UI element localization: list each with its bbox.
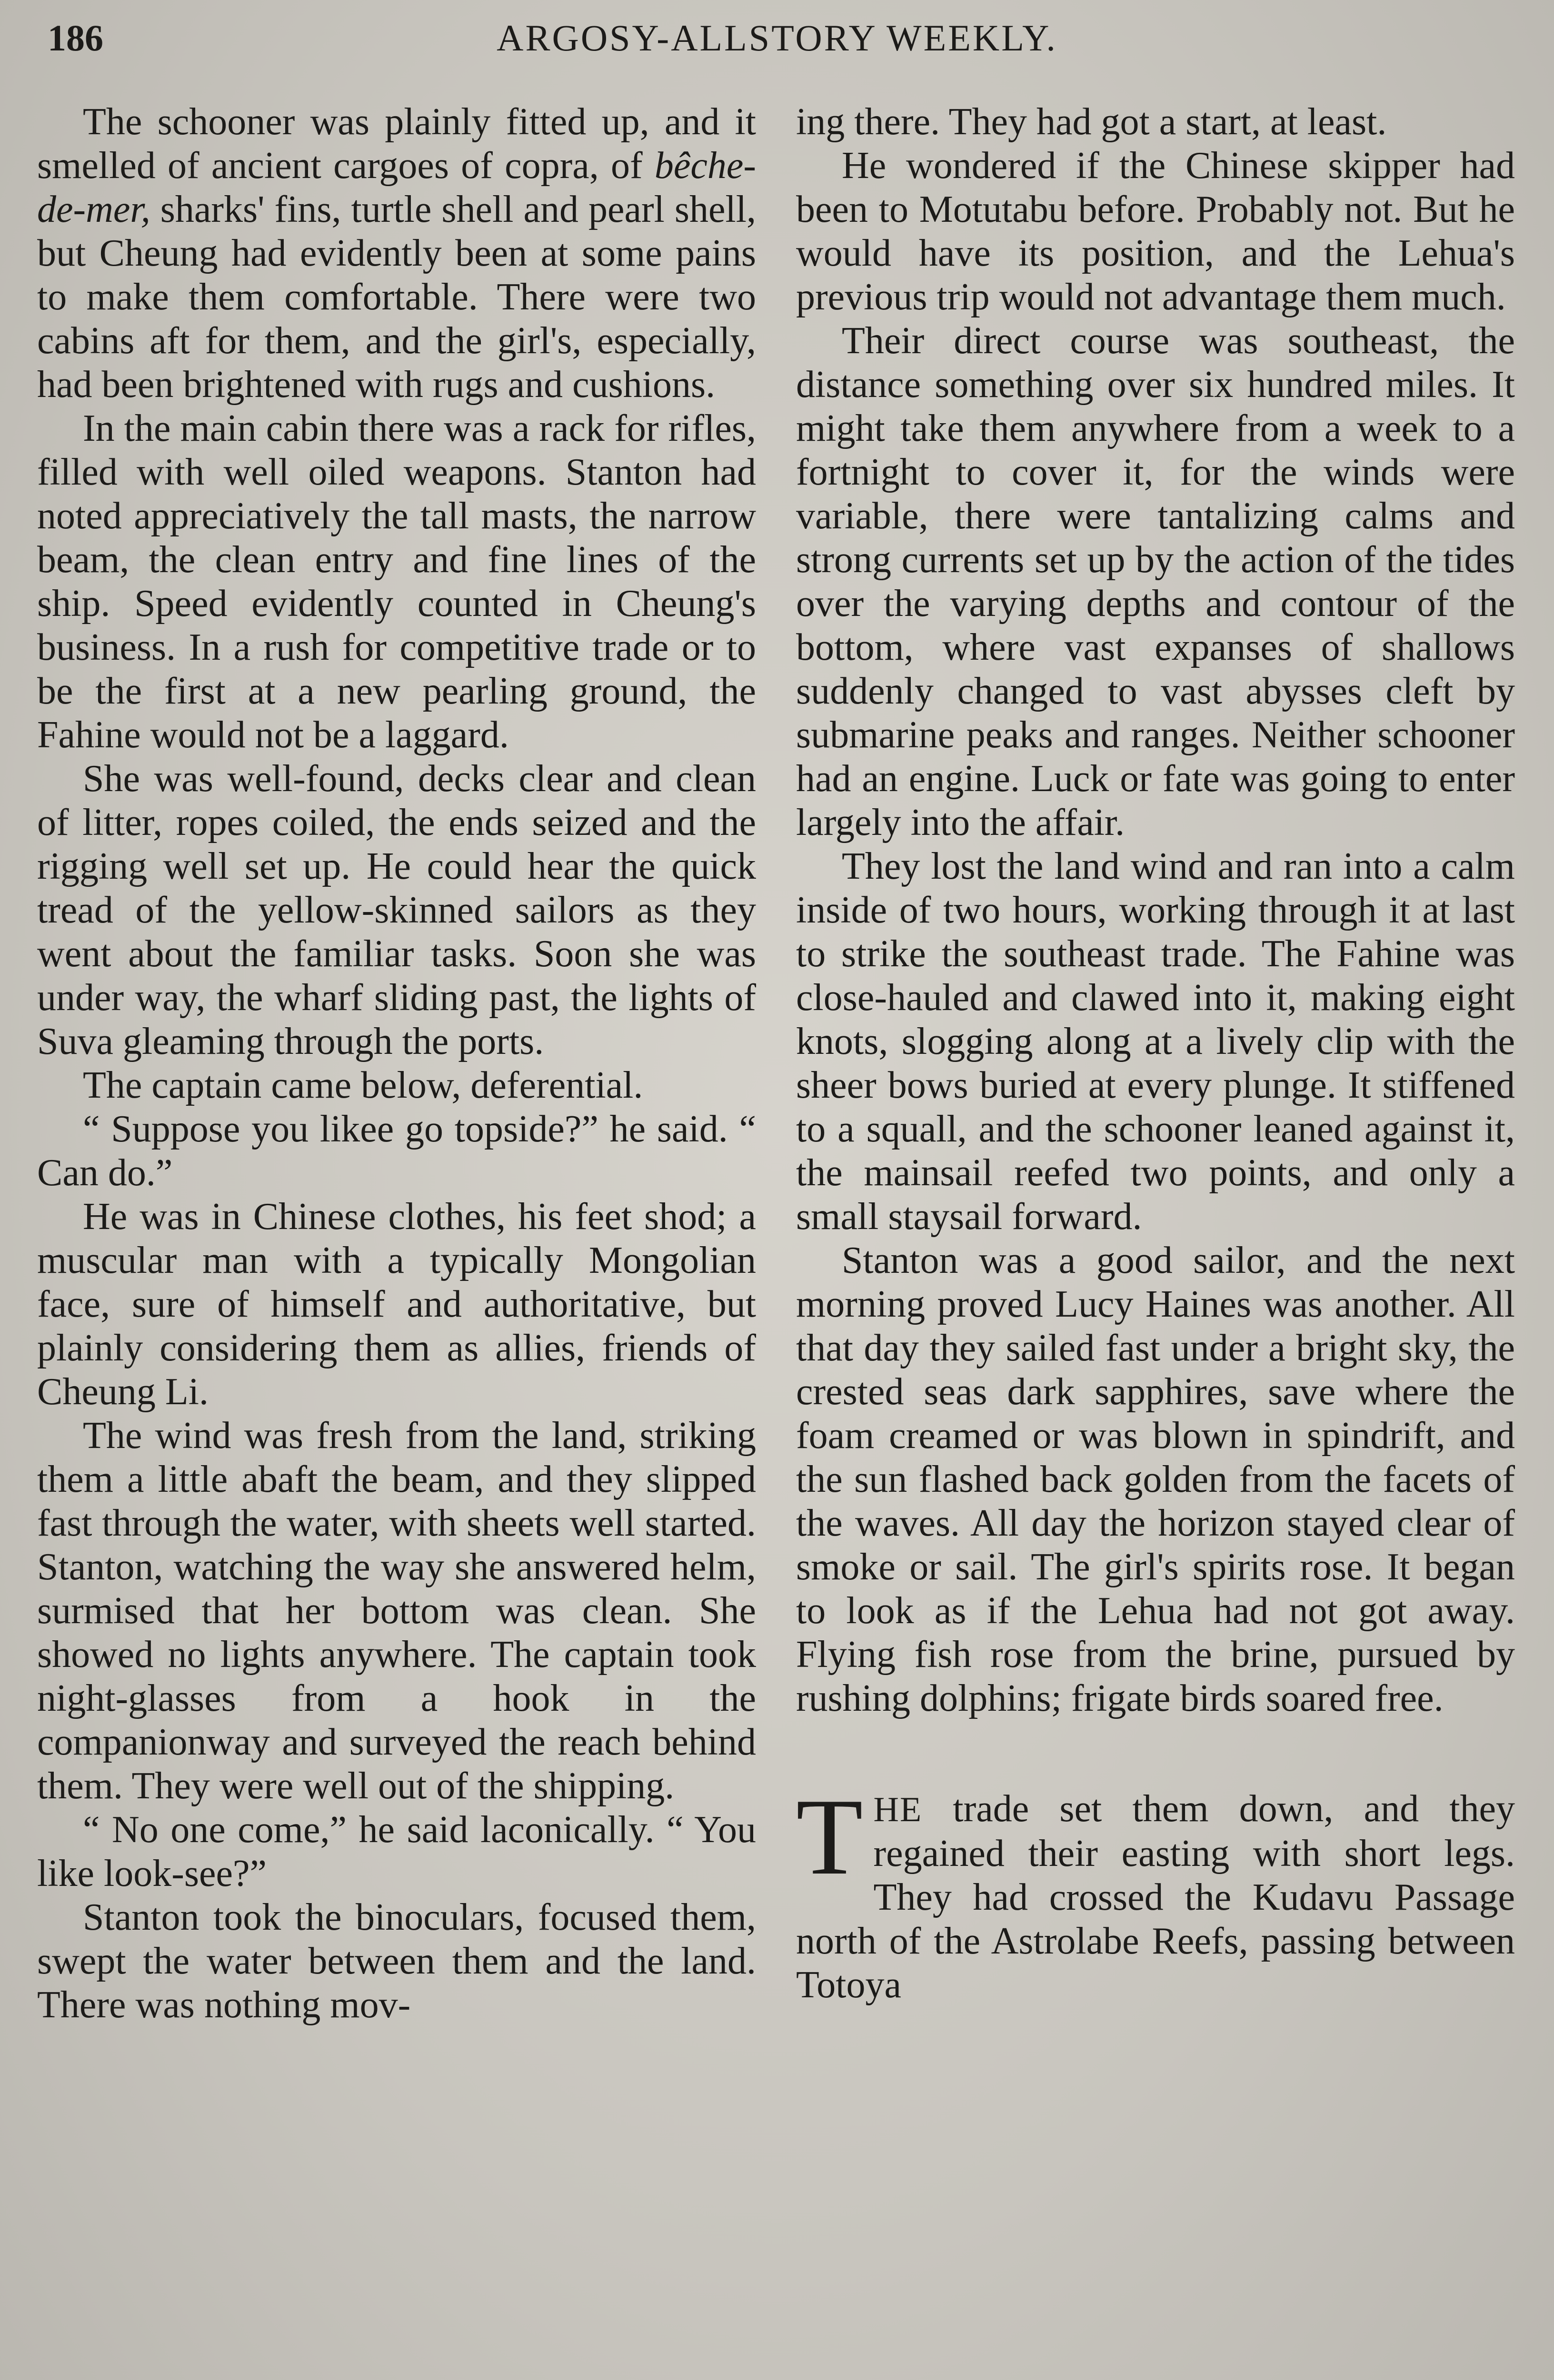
left-column bbox=[37, 100, 756, 2027]
section-break bbox=[796, 1720, 1515, 1787]
page-number: 186 bbox=[48, 17, 103, 59]
paragraph: Stanton was a good sailor, and the next morning proved Lucy Haines was another. All that day they sailed fast under a bright sky, the crested seas dark sapphires, save where the foam creamed or was blown in spindrift, and the sun flashed back golden from the facets of the waves. All day the horizon stayed clear of smoke or sail. The girl's spirits rose. It began to look as if the Lehua had not got away. Flying fish rose from the brine, pursued by rushing dolphins; frigate birds soared free. bbox=[796, 1240, 1515, 1719]
paragraph: “ Suppose you likee go topside?” he said. “ Can do.” bbox=[37, 1108, 756, 1194]
right-column bbox=[796, 100, 1515, 2007]
paragraph: “ No one come,” he said laconically. “ You like look-see?” bbox=[37, 1809, 756, 1894]
paragraph: He was in Chinese clothes, his feet shod; a muscular man with a typically Mongolian face, sure of himself and authoritative, but plainly considering them as allies, friends of Cheung Li. bbox=[37, 1196, 756, 1413]
paragraph: Stanton took the binoculars, focused them, swept the water between them and the land. There was nothing mov- bbox=[37, 1896, 756, 2026]
page-header bbox=[33, 17, 1521, 64]
italic-term: bêche-de-mer, bbox=[37, 145, 756, 230]
paragraph: She was well-found, decks clear and clean of litter, ropes coiled, the ends seized and the rigging well set up. He could hear the quick tread of the yellow-skinned sailors as they went about the familiar tasks. Soon she was under way, the wharf sliding past, the lights of Suva gleaming through the ports. bbox=[37, 758, 756, 1062]
section-opening-paragraph: THE trade set them down, and they regained their easting with short legs. They had crossed the Kudavu Passage north of the Astrolabe Reefs, passing between Totoya bbox=[796, 1776, 1515, 2006]
paragraph: In the main cabin there was a rack for rifles, filled with well oiled weapons. Stanton had noted appreciatively the tall masts, the narrow beam, the clean entry and fine lines of the ship. Speed evidently counted in Cheung's business. In a rush for competitive trade or to be the first at a new pearling ground, the Fahine would not be a laggard. bbox=[37, 407, 756, 756]
paragraph: He wondered if the Chinese skipper had been to Motutabu before. Probably not. But he would have its position, and the Lehua's previous trip would not advantage them much. bbox=[796, 145, 1515, 318]
running-title: ARGOSY-ALLSTORY WEEKLY. bbox=[497, 17, 1057, 59]
lead-caps: HE bbox=[873, 1790, 923, 1829]
drop-cap: T bbox=[796, 1776, 863, 1897]
paragraph: The captain came below, deferential. bbox=[83, 1064, 643, 1106]
paragraph: They lost the land wind and ran into a calm inside of two hours, working through it at last to strike the southeast trade. The Fahine was close-hauled and clawed into it, making eight knots, slogging along at a lively clip with the sheer bows buried at every plunge. It stiffened to a squall, and the schooner leaned against it, the mainsail reefed two points, and only a small staysail forward. bbox=[796, 845, 1515, 1238]
paragraph: The wind was fresh from the land, striking them a little abaft the beam, and they slipped fast through the water, with sheets well started. Stanton, watching the way she answered helm, surmised that her bottom was clean. She showed no lights anywhere. The captain took night-glasses from a hook in the companionway and surveyed the reach behind them. They were well out of the shipping. bbox=[37, 1415, 756, 1807]
paragraph-continuation: ing there. They had got a start, at least. bbox=[796, 101, 1387, 143]
paragraph: Their direct course was southeast, the distance something over six hundred miles. It might take them anywhere from a week to a fortnight to cover it, for the winds were variable, there were tantalizing calms and strong currents set up by the action of the tides over the varying depths and contour of the bottom, where vast expanses of shallows suddenly changed to vast abysses cleft by submarine peaks and ranges. Neither schooner had an engine. Luck or fate was going to enter largely into the affair. bbox=[796, 320, 1515, 843]
paragraph: The schooner was plainly fitted up, and it smelled of ancient cargoes of copra, of bêche-de-mer, sharks' fins, turtle shell and pearl shell, but Cheung had evidently been at some pains to make them comfortable. There were two cabins aft for them, and the girl's, especially, had been brightened with rugs and cushions. bbox=[37, 101, 756, 406]
